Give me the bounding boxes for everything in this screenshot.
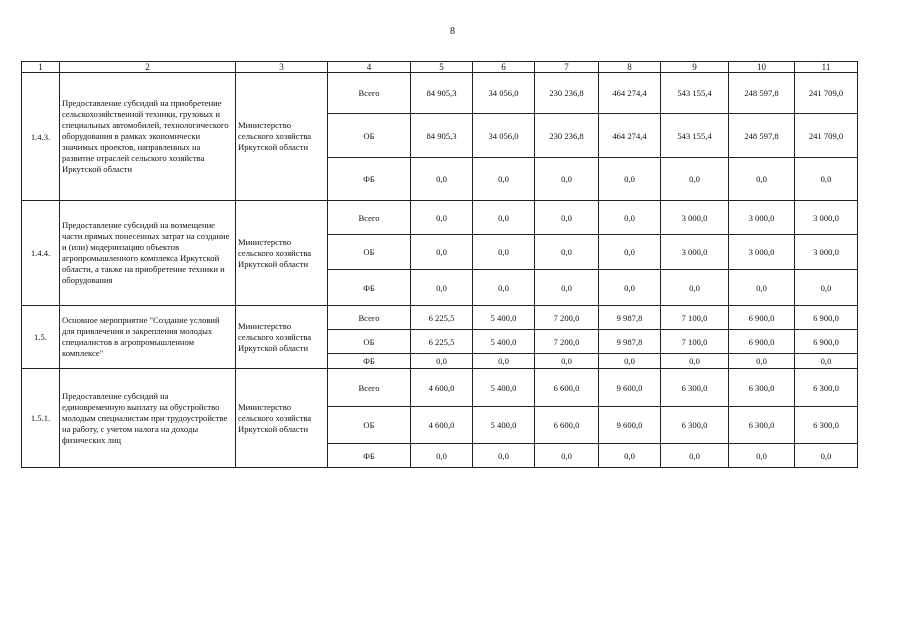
value-cell: 0,0 xyxy=(535,235,599,270)
item-name: Предоставление субсидий на единовременную выплату на обустройство молодым специалистам при трудоустройстве на работу, с учетом налога на доходы физических лиц xyxy=(60,369,236,468)
value-cell: 9 987,8 xyxy=(599,330,661,354)
value-cell: 84 905,3 xyxy=(411,73,473,114)
header-cell: 6 xyxy=(473,62,535,73)
item-name: Предоставление субсидий на приобретение сельскохозяйственной техники, грузовых и специальных автомобилей, технологического оборудования в рамках экономически значимых проектов, направленных на развитие отраслей сельского хозяйства Иркутской области xyxy=(60,73,236,201)
item-number: 1.4.3. xyxy=(22,73,60,201)
value-cell: 0,0 xyxy=(599,270,661,306)
value-cell: 0,0 xyxy=(729,354,795,369)
value-cell: 241 709,0 xyxy=(795,114,858,158)
value-cell: 0,0 xyxy=(599,158,661,201)
table-row xyxy=(22,201,858,235)
value-cell: 0,0 xyxy=(599,354,661,369)
value-cell: 0,0 xyxy=(795,270,858,306)
value-cell: 464 274,4 xyxy=(599,73,661,114)
value-cell: 248 597,8 xyxy=(729,73,795,114)
value-cell: 543 155,4 xyxy=(661,114,729,158)
value-cell: 0,0 xyxy=(661,270,729,306)
value-cell: 6 600,0 xyxy=(535,407,599,444)
value-cell: 0,0 xyxy=(599,201,661,235)
header-cell: 11 xyxy=(795,62,858,73)
value-cell: 0,0 xyxy=(729,444,795,468)
value-cell: 0,0 xyxy=(411,158,473,201)
item-number: 1.5.1. xyxy=(22,369,60,468)
funding-source: ОБ xyxy=(328,330,411,354)
value-cell: 6 300,0 xyxy=(729,369,795,407)
header-cell: 5 xyxy=(411,62,473,73)
value-cell: 0,0 xyxy=(473,270,535,306)
value-cell: 0,0 xyxy=(411,270,473,306)
value-cell: 9 600,0 xyxy=(599,369,661,407)
value-cell: 230 236,8 xyxy=(535,114,599,158)
value-cell: 9 987,8 xyxy=(599,306,661,330)
funding-source: ФБ xyxy=(328,158,411,201)
value-cell: 3 000,0 xyxy=(729,235,795,270)
value-cell: 6 900,0 xyxy=(729,330,795,354)
value-cell: 6 300,0 xyxy=(661,369,729,407)
value-cell: 0,0 xyxy=(535,158,599,201)
value-cell: 0,0 xyxy=(795,444,858,468)
value-cell: 464 274,4 xyxy=(599,114,661,158)
item-executor: Министерство сельского хозяйства Иркутской области xyxy=(236,73,328,201)
value-cell: 6 300,0 xyxy=(661,407,729,444)
header-cell: 7 xyxy=(535,62,599,73)
funding-source: ФБ xyxy=(328,354,411,369)
value-cell: 0,0 xyxy=(473,158,535,201)
value-cell: 3 000,0 xyxy=(661,201,729,235)
header-cell: 2 xyxy=(60,62,236,73)
value-cell: 0,0 xyxy=(411,201,473,235)
value-cell: 5 400,0 xyxy=(473,330,535,354)
value-cell: 0,0 xyxy=(535,270,599,306)
header-cell: 9 xyxy=(661,62,729,73)
value-cell: 4 600,0 xyxy=(411,407,473,444)
item-number: 1.4.4. xyxy=(22,201,60,306)
value-cell: 6 900,0 xyxy=(729,306,795,330)
value-cell: 3 000,0 xyxy=(661,235,729,270)
value-cell: 34 056,0 xyxy=(473,114,535,158)
value-cell: 0,0 xyxy=(411,354,473,369)
header-cell: 1 xyxy=(22,62,60,73)
value-cell: 248 597,8 xyxy=(729,114,795,158)
funding-source: Всего xyxy=(328,306,411,330)
value-cell: 0,0 xyxy=(535,444,599,468)
item-number: 1.5. xyxy=(22,306,60,369)
page-number: 8 xyxy=(450,26,455,37)
header-cell: 8 xyxy=(599,62,661,73)
value-cell: 6 300,0 xyxy=(795,369,858,407)
value-cell: 7 100,0 xyxy=(661,306,729,330)
value-cell: 0,0 xyxy=(729,270,795,306)
value-cell: 5 400,0 xyxy=(473,306,535,330)
value-cell: 0,0 xyxy=(729,158,795,201)
value-cell: 0,0 xyxy=(473,444,535,468)
value-cell: 230 236,8 xyxy=(535,73,599,114)
value-cell: 3 000,0 xyxy=(729,201,795,235)
value-cell: 0,0 xyxy=(411,235,473,270)
value-cell: 0,0 xyxy=(661,444,729,468)
item-executor: Министерство сельского хозяйства Иркутской области xyxy=(236,306,328,369)
header-cell: 10 xyxy=(729,62,795,73)
funding-source: ОБ xyxy=(328,407,411,444)
funding-source: Всего xyxy=(328,369,411,407)
header-row xyxy=(22,62,858,73)
value-cell: 0,0 xyxy=(795,158,858,201)
value-cell: 0,0 xyxy=(599,235,661,270)
value-cell: 4 600,0 xyxy=(411,369,473,407)
value-cell: 0,0 xyxy=(411,444,473,468)
table-row xyxy=(22,306,858,330)
header-cell: 4 xyxy=(328,62,411,73)
header-cell: 3 xyxy=(236,62,328,73)
value-cell: 6 900,0 xyxy=(795,306,858,330)
value-cell: 7 200,0 xyxy=(535,306,599,330)
value-cell: 0,0 xyxy=(473,354,535,369)
value-cell: 241 709,0 xyxy=(795,73,858,114)
funding-source: ФБ xyxy=(328,270,411,306)
value-cell: 6 600,0 xyxy=(535,369,599,407)
value-cell: 7 100,0 xyxy=(661,330,729,354)
funding-source: ОБ xyxy=(328,114,411,158)
funding-source: Всего xyxy=(328,201,411,235)
table-row xyxy=(22,369,858,407)
item-executor: Министерство сельского хозяйства Иркутской области xyxy=(236,369,328,468)
value-cell: 0,0 xyxy=(661,158,729,201)
value-cell: 3 000,0 xyxy=(795,235,858,270)
budget-table xyxy=(21,61,858,468)
value-cell: 0,0 xyxy=(535,354,599,369)
item-name: Предоставление субсидий на возмещение части прямых понесенных затрат на создание и (или) модернизацию объектов агропромышленного комплекса Иркутской области, а также на приобретение техники и оборудования xyxy=(60,201,236,306)
value-cell: 0,0 xyxy=(599,444,661,468)
value-cell: 3 000,0 xyxy=(795,201,858,235)
value-cell: 7 200,0 xyxy=(535,330,599,354)
value-cell: 34 056,0 xyxy=(473,73,535,114)
value-cell: 0,0 xyxy=(795,354,858,369)
value-cell: 543 155,4 xyxy=(661,73,729,114)
value-cell: 9 600,0 xyxy=(599,407,661,444)
value-cell: 0,0 xyxy=(473,201,535,235)
funding-source: ФБ xyxy=(328,444,411,468)
value-cell: 6 225,5 xyxy=(411,330,473,354)
value-cell: 6 300,0 xyxy=(795,407,858,444)
value-cell: 6 900,0 xyxy=(795,330,858,354)
value-cell: 84 905,3 xyxy=(411,114,473,158)
funding-source: Всего xyxy=(328,73,411,114)
funding-source: ОБ xyxy=(328,235,411,270)
item-executor: Министерство сельского хозяйства Иркутской области xyxy=(236,201,328,306)
value-cell: 0,0 xyxy=(661,354,729,369)
value-cell: 5 400,0 xyxy=(473,407,535,444)
item-name: Основное мероприятие "Создание условий для привлечения и закрепления молодых специалистов в агропромышленном комплексе" xyxy=(60,306,236,369)
value-cell: 0,0 xyxy=(535,201,599,235)
value-cell: 5 400,0 xyxy=(473,369,535,407)
value-cell: 6 300,0 xyxy=(729,407,795,444)
value-cell: 0,0 xyxy=(473,235,535,270)
table-row xyxy=(22,73,858,114)
value-cell: 6 225,5 xyxy=(411,306,473,330)
